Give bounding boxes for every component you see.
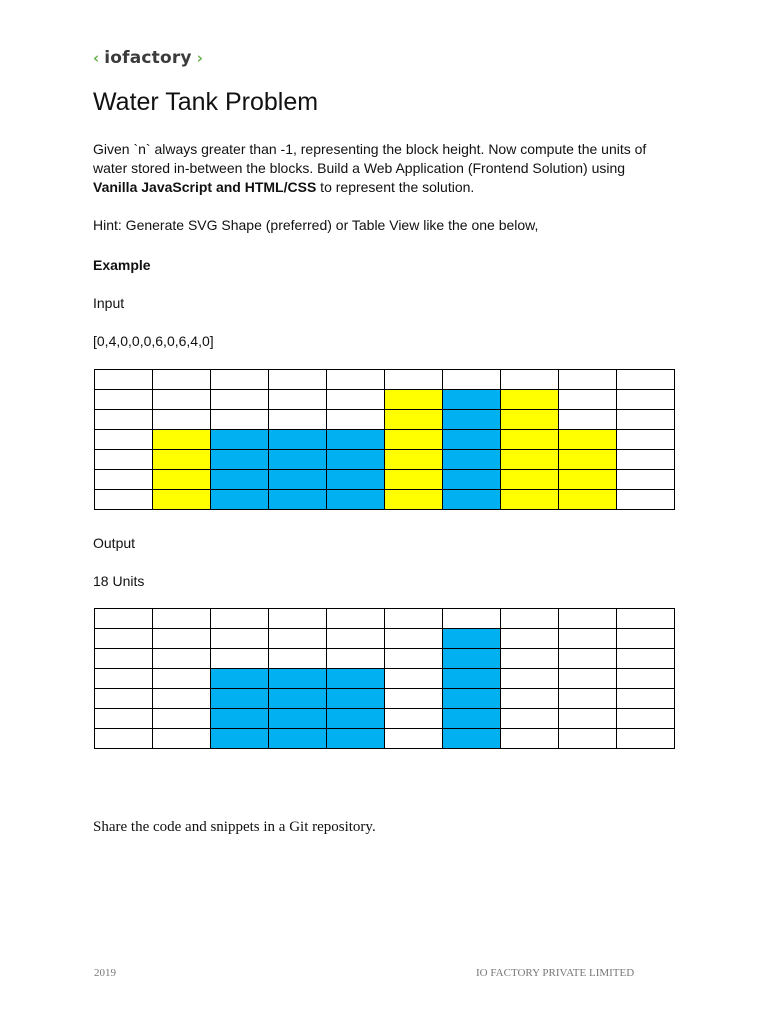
grid-cell-empty [95, 450, 153, 470]
hint-text: Hint: Generate SVG Shape (preferred) or Table View like the one below, [93, 217, 539, 233]
grid-cell-empty [269, 649, 327, 669]
grid-cell-water [443, 689, 501, 709]
grid-cell-empty [559, 709, 617, 729]
grid-cell-empty [617, 370, 675, 390]
grid-cell-water [327, 729, 385, 749]
grid-cell-block [559, 470, 617, 490]
grid-cell-empty [269, 609, 327, 629]
grid-cell-empty [501, 669, 559, 689]
output-label: Output [93, 535, 136, 551]
grid-cell-empty [443, 609, 501, 629]
intro-text-end: to represent the solution. [316, 179, 475, 195]
grid-cell-water [443, 430, 501, 450]
grid-cell-block [559, 430, 617, 450]
grid-cell-empty [327, 649, 385, 669]
intro-text-start: Given `n` always greater than -1, representing the block height. Now compute the units of water stored in-between the blocks. Build a Web Application (Frontend Solution) using [93, 141, 647, 176]
grid-cell-empty [95, 629, 153, 649]
grid-cell-empty [617, 450, 675, 470]
grid-cell-water [211, 669, 269, 689]
grid-cell-empty [153, 649, 211, 669]
grid-cell-water [443, 629, 501, 649]
grid-cell-empty [95, 390, 153, 410]
grid-cell-empty [95, 689, 153, 709]
grid-cell-empty [95, 410, 153, 430]
grid-cell-water [211, 490, 269, 510]
grid-cell-water [211, 450, 269, 470]
output-grid [94, 608, 675, 749]
grid-cell-empty [559, 689, 617, 709]
grid-cell-water [443, 669, 501, 689]
grid-cell-empty [501, 729, 559, 749]
grid-cell-empty [95, 370, 153, 390]
grid-cell-block [501, 410, 559, 430]
grid-cell-water [269, 689, 327, 709]
grid-cell-empty [385, 689, 443, 709]
grid-cell-empty [385, 669, 443, 689]
grid-cell-water [211, 709, 269, 729]
grid-cell-water [327, 669, 385, 689]
grid-cell-empty [153, 669, 211, 689]
grid-cell-water [269, 450, 327, 470]
grid-cell-empty [153, 629, 211, 649]
grid-cell-empty [153, 609, 211, 629]
grid-cell-block [385, 430, 443, 450]
grid-cell-block [385, 410, 443, 430]
grid-cell-water [443, 410, 501, 430]
grid-cell-empty [153, 729, 211, 749]
grid-cell-block [559, 490, 617, 510]
logo-wordmark: iofactory [104, 48, 192, 68]
input-grid [94, 369, 675, 510]
grid-row [95, 649, 675, 669]
grid-cell-water [211, 470, 269, 490]
grid-cell-water [269, 470, 327, 490]
output-value: 18 Units [93, 573, 145, 589]
grid-cell-empty [153, 709, 211, 729]
grid-cell-empty [501, 649, 559, 669]
grid-cell-block [385, 390, 443, 410]
grid-cell-empty [95, 609, 153, 629]
chevron-left-icon: ‹ [93, 49, 100, 67]
grid-cell-empty [153, 370, 211, 390]
grid-cell-water [443, 649, 501, 669]
grid-cell-water [327, 709, 385, 729]
grid-cell-empty [617, 629, 675, 649]
grid-cell-empty [95, 649, 153, 669]
grid-row [95, 410, 675, 430]
grid-row [95, 729, 675, 749]
page-title: Water Tank Problem [93, 88, 319, 116]
grid-cell-empty [385, 709, 443, 729]
chevron-right-icon: › [196, 49, 203, 67]
grid-cell-empty [617, 669, 675, 689]
grid-cell-empty [327, 370, 385, 390]
grid-cell-empty [95, 669, 153, 689]
grid-cell-empty [95, 470, 153, 490]
grid-cell-empty [443, 370, 501, 390]
grid-cell-empty [617, 729, 675, 749]
input-label: Input [93, 295, 125, 311]
grid-row [95, 370, 675, 390]
grid-cell-water [443, 709, 501, 729]
grid-cell-empty [617, 470, 675, 490]
iofactory-logo [93, 48, 203, 68]
grid-cell-block [501, 430, 559, 450]
grid-cell-block [153, 430, 211, 450]
intro-bold-tech: Vanilla JavaScript and HTML/CSS [93, 179, 317, 195]
grid-cell-empty [95, 490, 153, 510]
grid-cell-empty [211, 370, 269, 390]
grid-cell-empty [95, 430, 153, 450]
grid-cell-water [327, 490, 385, 510]
grid-cell-block [153, 490, 211, 510]
grid-cell-block [501, 450, 559, 470]
grid-cell-water [211, 430, 269, 450]
grid-cell-empty [501, 370, 559, 390]
grid-cell-empty [95, 709, 153, 729]
grid-row [95, 709, 675, 729]
grid-cell-empty [327, 629, 385, 649]
grid-row [95, 629, 675, 649]
grid-cell-empty [559, 649, 617, 669]
grid-cell-water [211, 689, 269, 709]
grid-cell-water [443, 390, 501, 410]
example-heading: Example [93, 257, 151, 273]
grid-cell-empty [617, 649, 675, 669]
grid-cell-empty [385, 649, 443, 669]
grid-cell-block [385, 470, 443, 490]
grid-cell-empty [617, 490, 675, 510]
grid-cell-empty [385, 370, 443, 390]
grid-cell-water [269, 729, 327, 749]
grid-cell-empty [211, 410, 269, 430]
grid-cell-block [153, 450, 211, 470]
grid-cell-water [269, 490, 327, 510]
input-array: [0,4,0,0,0,6,0,6,4,0] [93, 333, 214, 349]
grid-cell-block [385, 490, 443, 510]
grid-cell-water [443, 450, 501, 470]
grid-cell-empty [385, 629, 443, 649]
grid-row [95, 609, 675, 629]
grid-cell-empty [501, 689, 559, 709]
grid-cell-empty [617, 689, 675, 709]
grid-cell-empty [617, 609, 675, 629]
grid-cell-water [211, 729, 269, 749]
grid-cell-water [269, 669, 327, 689]
grid-cell-empty [385, 609, 443, 629]
grid-cell-empty [617, 410, 675, 430]
grid-cell-water [327, 450, 385, 470]
grid-cell-water [443, 490, 501, 510]
grid-cell-block [501, 390, 559, 410]
grid-cell-empty [501, 709, 559, 729]
grid-row [95, 470, 675, 490]
grid-cell-water [327, 470, 385, 490]
grid-cell-water [327, 689, 385, 709]
grid-cell-empty [211, 390, 269, 410]
grid-cell-water [269, 709, 327, 729]
grid-cell-empty [501, 629, 559, 649]
grid-cell-water [269, 430, 327, 450]
grid-cell-empty [269, 410, 327, 430]
grid-cell-empty [559, 629, 617, 649]
grid-cell-empty [211, 609, 269, 629]
intro-paragraph [93, 140, 673, 197]
grid-cell-block [501, 470, 559, 490]
share-instruction: Share the code and snippets in a Git repository. [93, 819, 376, 835]
grid-cell-empty [153, 410, 211, 430]
grid-row [95, 430, 675, 450]
grid-cell-empty [211, 649, 269, 669]
grid-cell-empty [153, 390, 211, 410]
grid-cell-empty [385, 729, 443, 749]
grid-cell-block [501, 490, 559, 510]
grid-cell-empty [559, 729, 617, 749]
grid-cell-empty [269, 370, 327, 390]
grid-cell-empty [95, 729, 153, 749]
footer-company: IO FACTORY PRIVATE LIMITED [476, 967, 635, 979]
grid-cell-empty [559, 609, 617, 629]
grid-row [95, 689, 675, 709]
grid-cell-empty [559, 370, 617, 390]
grid-cell-water [327, 430, 385, 450]
grid-cell-empty [559, 410, 617, 430]
grid-row [95, 669, 675, 689]
grid-cell-empty [617, 709, 675, 729]
grid-cell-empty [153, 689, 211, 709]
grid-cell-empty [617, 430, 675, 450]
grid-cell-water [443, 729, 501, 749]
grid-cell-block [385, 450, 443, 470]
grid-cell-empty [617, 390, 675, 410]
footer-year: 2019 [94, 967, 116, 979]
grid-cell-block [153, 470, 211, 490]
grid-row [95, 450, 675, 470]
grid-cell-empty [327, 609, 385, 629]
grid-cell-empty [501, 609, 559, 629]
grid-cell-water [443, 470, 501, 490]
grid-cell-empty [327, 390, 385, 410]
grid-cell-empty [269, 629, 327, 649]
grid-cell-empty [269, 390, 327, 410]
grid-cell-block [559, 450, 617, 470]
grid-row [95, 490, 675, 510]
grid-row [95, 390, 675, 410]
grid-cell-empty [559, 390, 617, 410]
grid-cell-empty [211, 629, 269, 649]
grid-cell-empty [327, 410, 385, 430]
grid-cell-empty [559, 669, 617, 689]
